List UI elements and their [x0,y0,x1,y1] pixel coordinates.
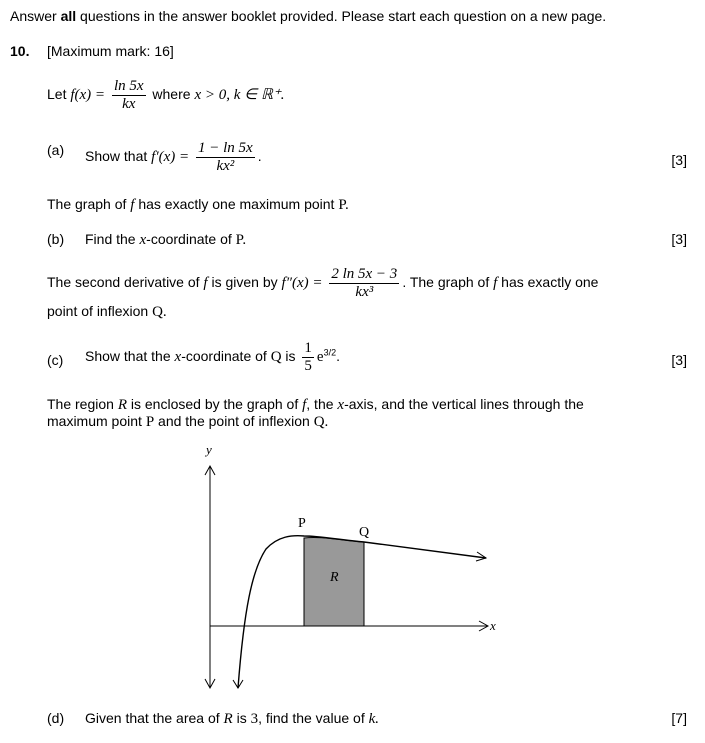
function-definition: Let f(x) = $\frac{\ln 5x}{kx}$ where x > 0, k ∈ ℝ⁺. [47,78,285,112]
part-d-text: Given that the area of R is 3, find the value of k. [85,710,380,727]
part-d-label: (d) [47,710,65,726]
region-statement-line2: maximum point P and the point of inflexion Q. [47,413,329,430]
part-c-mark: [3] [671,352,687,368]
inflexion-statement: point of inflexion Q. [47,303,167,320]
part-a-label: (a) [47,142,65,158]
point-q-label: Q [359,525,370,540]
part-b-mark: [3] [671,231,687,247]
x-axis-label: x [490,618,496,633]
point-p-label: P [298,516,306,531]
region-statement: The region R is enclosed by the graph of f, the x-axis, and the vertical lines through the [47,396,584,413]
y-axis-label: y [206,442,212,457]
maximum-statement: The graph of f has exactly one maximum point P. [47,196,349,213]
maximum-mark: [Maximum mark: 16] [47,43,174,59]
part-c-text: Show that the x-coordinate of Q is $\frac{1}{5}$ $e^{3/2}$. [85,340,340,374]
part-b-text: Find the x-coordinate of P. [85,231,247,248]
instructions: Answer all questions in the answer booklet provided. Please start each question on a new page. [10,8,607,24]
part-d-mark: [7] [671,710,687,726]
region-r-label: R [330,570,339,585]
part-c-label: (c) [47,352,64,368]
second-derivative-statement: The second derivative of f is given by f″(x) = $\frac{2 \ln 5x - 3}{\text{kx³}}$ . The graph of f has exactly one [47,266,599,300]
question-number: 10. [10,43,30,59]
part-a-mark: [3] [671,152,687,168]
part-a-text: Show that f′(x) = $\frac{1 - \ln 5x}{\text{kx²}}$ . [85,140,262,174]
part-b-label: (b) [47,231,65,247]
